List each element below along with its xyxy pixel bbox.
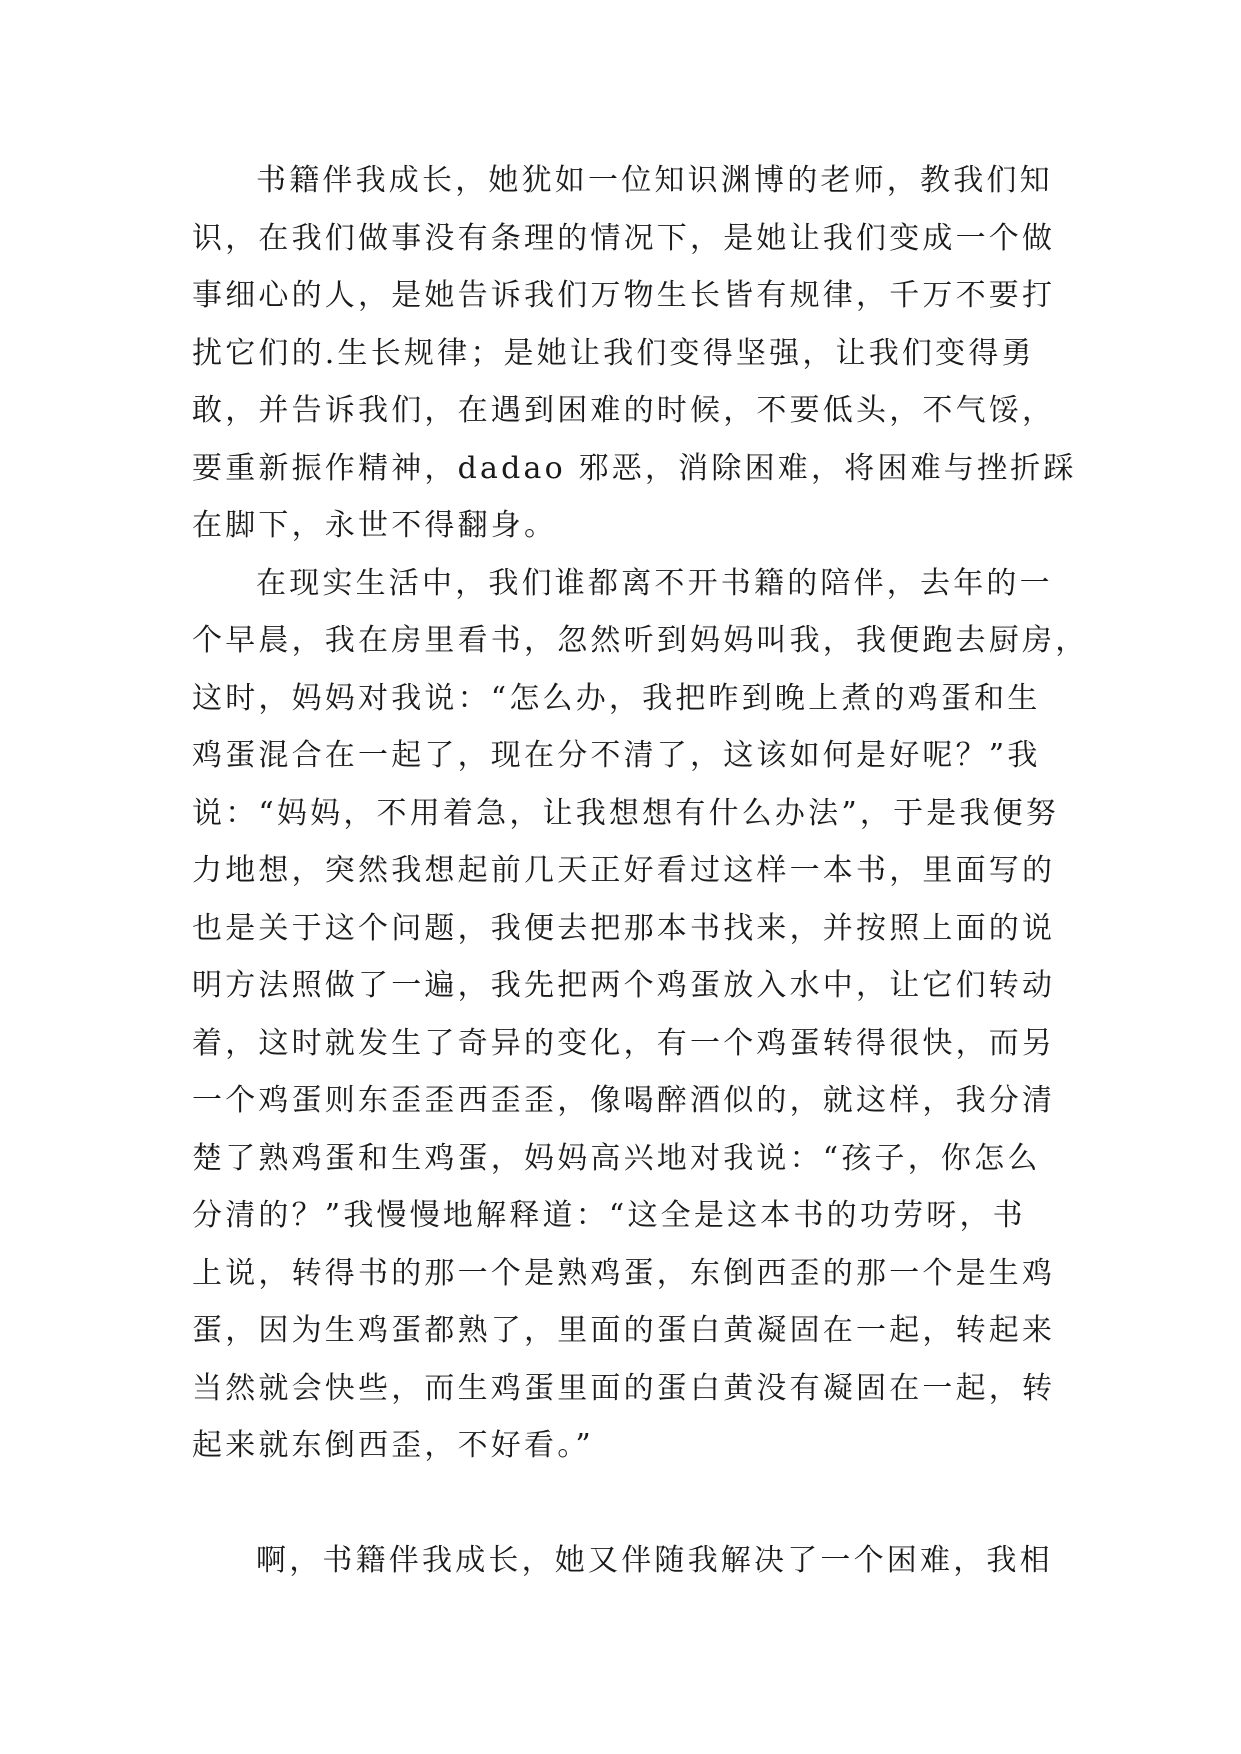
paragraph-1-line-1: 书籍伴我成长，她犹如一位知识渊博的老师，教我们知	[256, 163, 1053, 198]
paragraph-2-line-11: 楚了熟鸡蛋和生鸡蛋，妈妈高兴地对我说：“孩子，你怎么	[192, 1140, 1041, 1176]
paragraph-2-line-9: 着，这时就发生了奇异的变化，有一个鸡蛋转得很快，而另	[192, 1025, 1056, 1061]
paragraph-2-line-13: 上说，转得书的那一个是熟鸡蛋，东倒西歪的那一个是生鸡	[192, 1255, 1056, 1291]
paragraph-2-line-12: 分清的？”我慢慢地解释道：“这全是这本书的功劳呀，书	[192, 1198, 1026, 1233]
paragraph-2-line-5: 说：“妈妈，不用着急，让我想想有什么办法”，于是我便努	[192, 795, 1060, 831]
paragraph-2-line-15: 当然就会快些，而生鸡蛋里面的蛋白黄没有凝固在一起，转	[192, 1370, 1056, 1406]
paragraph-1-line-4: 扰它们的.生长规律；是她让我们变得坚强，让我们变得勇	[192, 335, 1035, 371]
paragraph-1-line-5: 敢，并告诉我们，在遇到困难的时候，不要低头，不气馁，	[192, 393, 1056, 428]
paragraph-1-line-6: 要重新振作精神，dadao 邪恶，消除困难，将困难与挫折踩	[192, 450, 1077, 486]
paragraph-2-line-10: 一个鸡蛋则东歪歪西歪歪，像喝醉酒似的，就这样，我分清	[192, 1083, 1056, 1118]
paragraph-2-line-7: 也是关于这个问题，我便去把那本书找来，并按照上面的说	[192, 910, 1056, 946]
paragraph-2-line-6: 力地想，突然我想起前几天正好看过这样一本书，里面写的	[192, 853, 1056, 888]
paragraph-2-line-14: 蛋，因为生鸡蛋都熟了，里面的蛋白黄凝固在一起，转起来	[192, 1313, 1056, 1348]
paragraph-2-line-1: 在现实生活中，我们谁都离不开书籍的陪伴，去年的一	[256, 565, 1053, 601]
paragraph-2-line-4: 鸡蛋混合在一起了，现在分不清了，这该如何是好呢？”我	[192, 738, 1041, 773]
paragraph-2-line-17	[192, 1475, 1052, 1533]
paragraph-2-line-8: 明方法照做了一遍，我先把两个鸡蛋放入水中，让它们转动	[192, 968, 1056, 1003]
paragraph-2-line-2: 个早晨，我在房里看书，忽然听到妈妈叫我，我便跑去厨房，	[192, 623, 1089, 658]
document-body	[192, 152, 1089, 1590]
paragraph-1-line-3: 事细心的人，是她告诉我们万物生长皆有规律，千万不要打	[192, 278, 1056, 313]
paragraph-2-line-16: 起来就东倒西歪，不好看。”	[192, 1428, 594, 1463]
paragraph-3-line-1: 啊，书籍伴我成长，她又伴随我解决了一个困难，我相	[256, 1543, 1053, 1578]
paragraph-1-line-7: 在脚下，永世不得翻身。	[192, 508, 558, 543]
paragraph-2-line-3: 这时，妈妈对我说：“怎么办，我把昨到晚上煮的鸡蛋和生	[192, 680, 1041, 716]
paragraph-1-line-2: 识，在我们做事没有条理的情况下，是她让我们变成一个做	[192, 220, 1056, 256]
